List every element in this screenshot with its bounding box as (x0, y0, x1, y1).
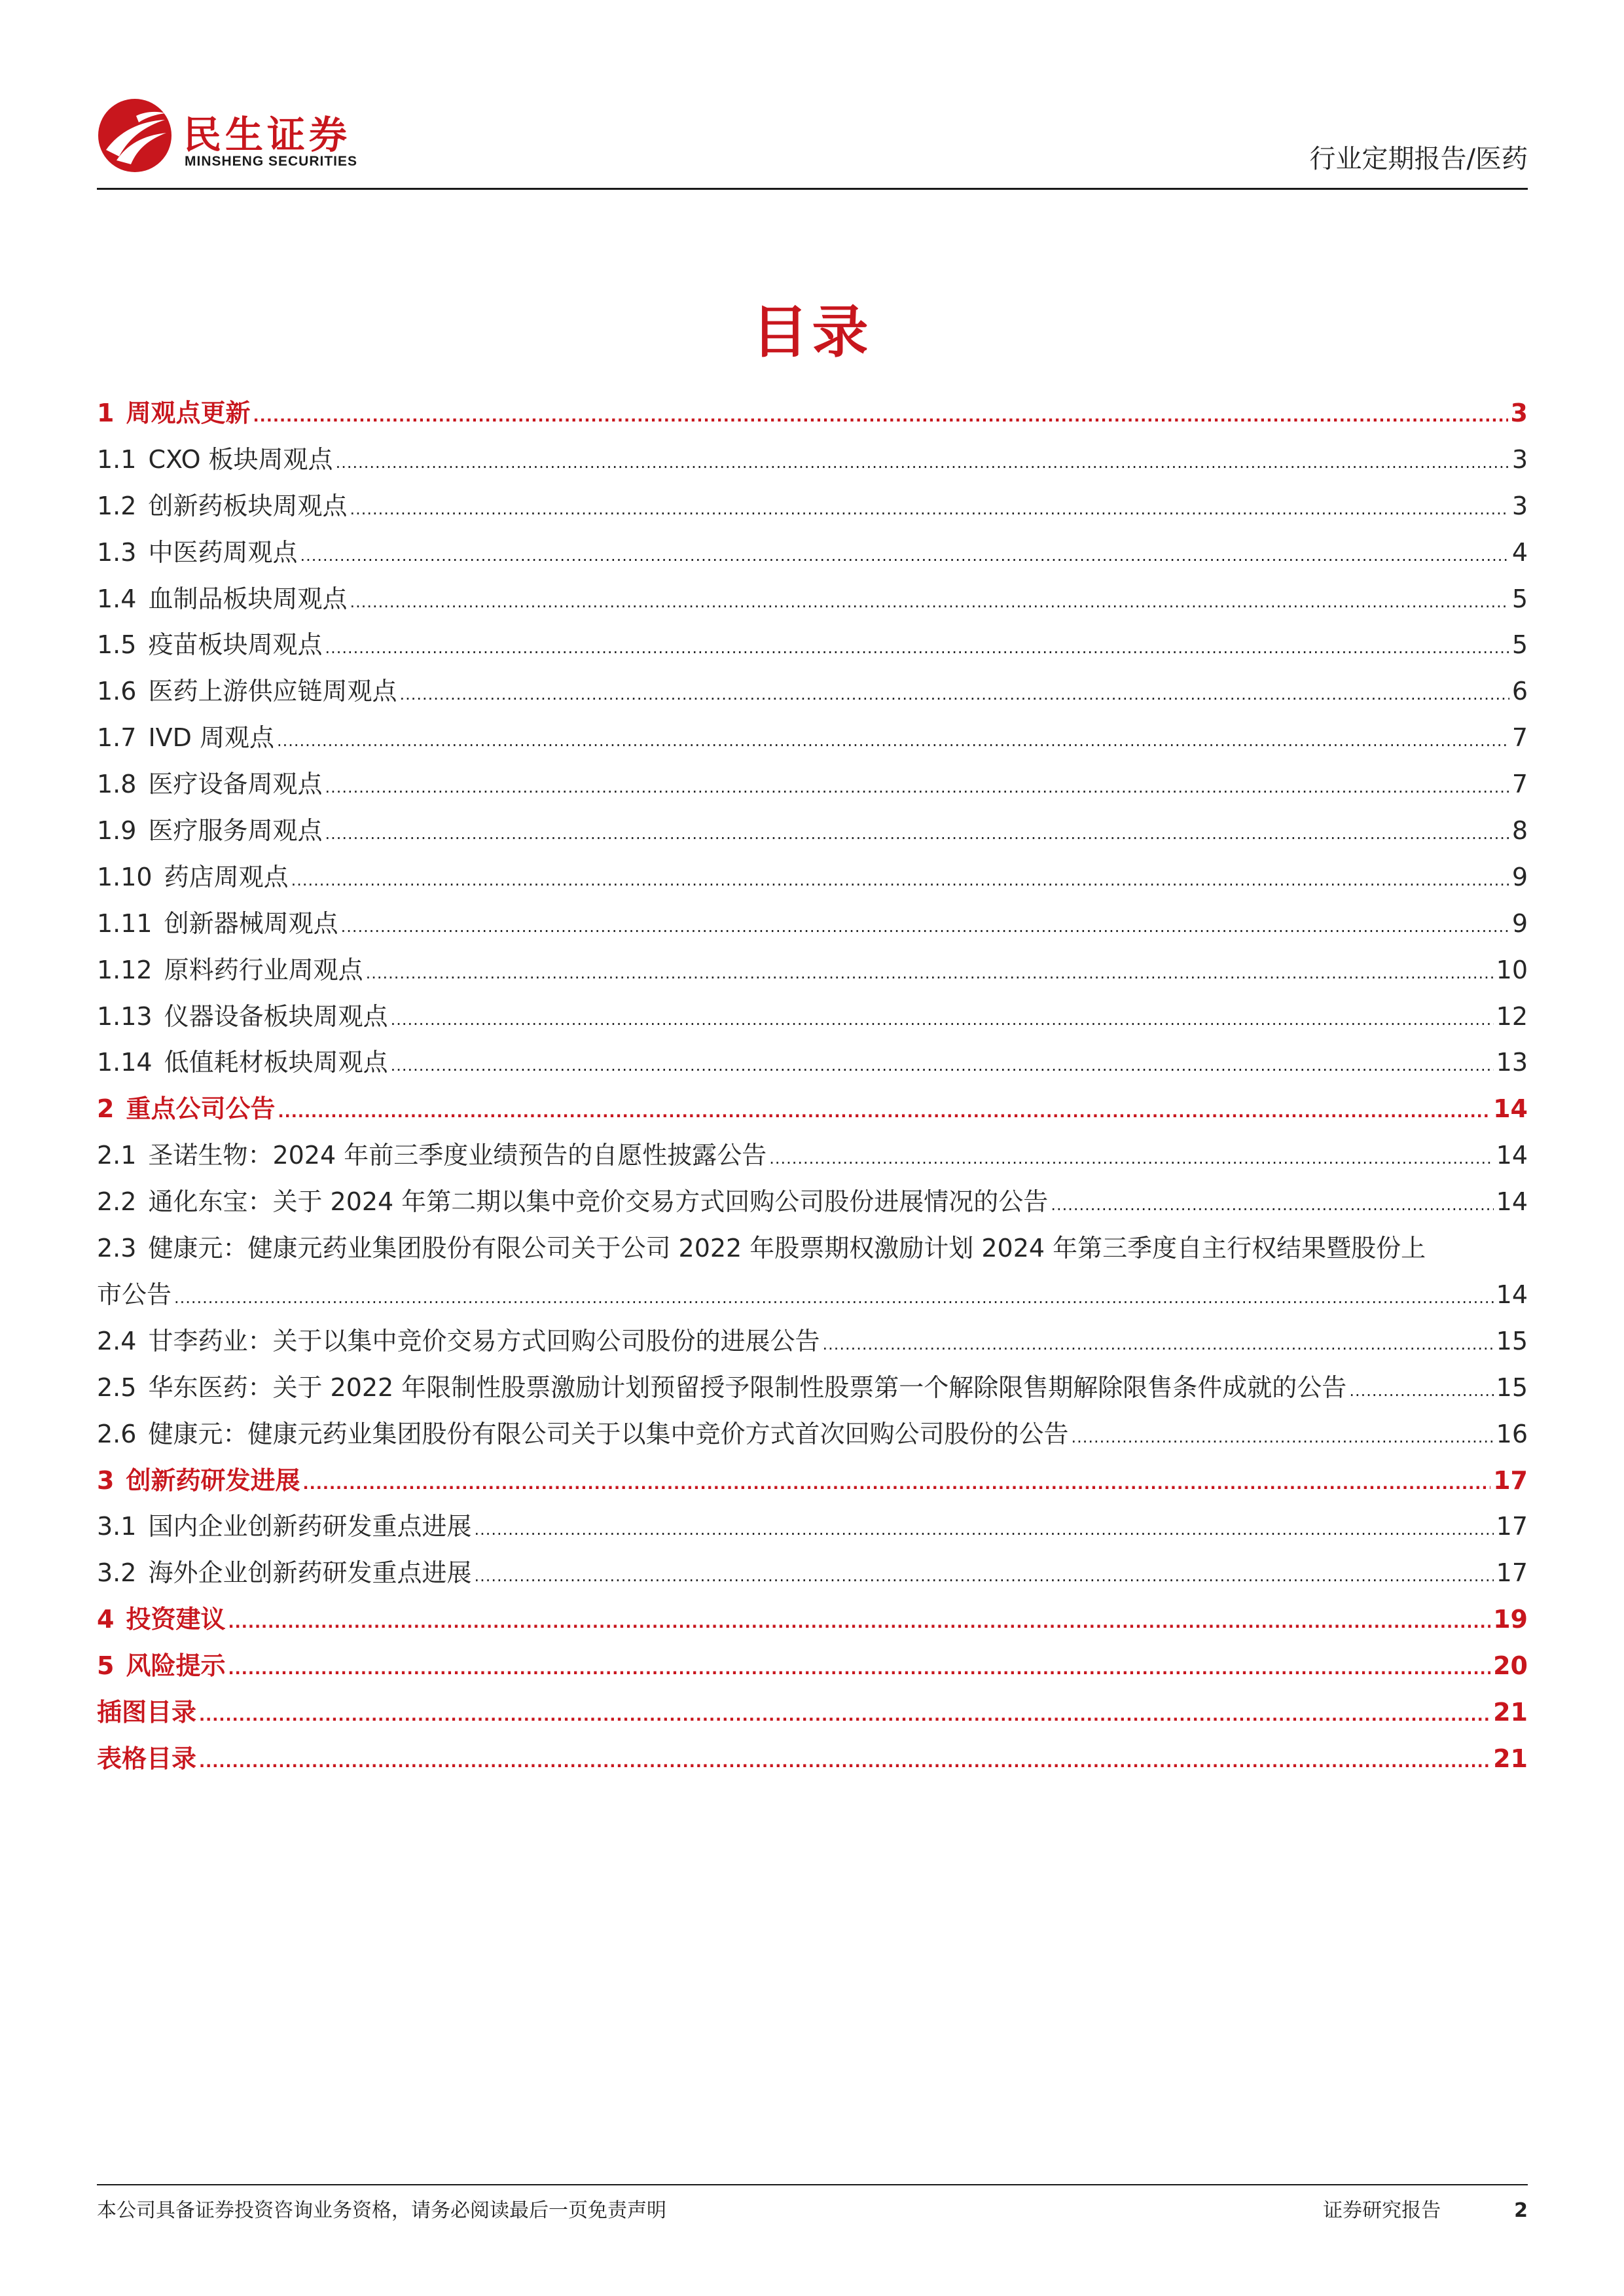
toc-entry-page: 17 (1493, 1465, 1528, 1495)
toc-entry-number: 1.9 (97, 816, 137, 846)
toc-entry-label: 医药上游供应链周观点 (148, 677, 397, 706)
toc-entry-label: 医疗服务周观点 (148, 816, 323, 846)
toc-entry-leader-line (97, 483, 1528, 529)
toc-leader-dots (291, 857, 1509, 904)
toc-leader-dots (302, 1461, 1490, 1507)
toc-entry-page: 9 (1511, 908, 1528, 938)
toc-leader-dots (769, 1136, 1493, 1182)
report-category: 行业定期报告/医药 (1309, 144, 1528, 174)
toc-entry[interactable] (97, 1689, 1528, 1736)
toc-entry-page: 19 (1493, 1605, 1528, 1634)
toc-leader-dots (325, 811, 1509, 857)
page-number: 2 (1514, 2199, 1528, 2222)
header-divider (97, 188, 1528, 190)
toc-entry-number: 5 (97, 1651, 115, 1681)
toc-entry-leader-line (97, 715, 1528, 761)
toc-entry-label: 低值耗材板块周观点 (164, 1048, 388, 1077)
toc-entry-label: 甘李药业：关于以集中竞价交易方式回购公司股份的进展公告 (148, 1326, 820, 1355)
toc-entry[interactable] (97, 390, 1528, 437)
toc-entry[interactable] (97, 1179, 1528, 1225)
toc-leader-dots (822, 1321, 1493, 1368)
toc-entry[interactable] (97, 1643, 1528, 1689)
toc-entry-page: 7 (1511, 723, 1528, 753)
toc-leader-dots (253, 393, 1507, 440)
toc-entry-number: 4 (97, 1605, 115, 1634)
toc-entry-page: 5 (1511, 630, 1528, 660)
toc-entry-number: 2.2 (97, 1187, 137, 1217)
toc-entry-leader-line (97, 1365, 1528, 1411)
toc-entry[interactable] (97, 576, 1528, 622)
toc-leader-dots (300, 533, 1509, 579)
toc-entry[interactable] (97, 808, 1528, 854)
toc-leader-dots (277, 718, 1509, 764)
toc-entry-page: 8 (1511, 816, 1528, 846)
toc-entry-number: 1.14 (97, 1048, 153, 1077)
toc-entry-label: 华东医药：关于 2022 年限制性股票激励计划预留授予限制性股票第一个解除限售期解除限售条件成就的公告 (148, 1372, 1347, 1402)
toc-entry-leader-line (97, 1689, 1528, 1736)
toc-entry[interactable] (97, 529, 1528, 576)
toc-entry-leader-line (97, 901, 1528, 947)
toc-entry-leader-line (97, 1411, 1528, 1458)
toc-entry[interactable] (97, 1086, 1528, 1132)
toc-entry-leader-line (97, 1503, 1528, 1550)
toc-entry-label: 原料药行业周观点 (164, 955, 363, 984)
toc-entry-page: 14 (1496, 1187, 1528, 1217)
toc-entry[interactable] (97, 1225, 1528, 1318)
toc-entry-number: 3.1 (97, 1512, 137, 1541)
toc-entry-leader-line (97, 808, 1528, 854)
toc-entry[interactable] (97, 1132, 1528, 1179)
toc-entry-number: 1.2 (97, 491, 137, 520)
toc-leader-dots (366, 950, 1494, 997)
toc-entry-page: 16 (1496, 1419, 1528, 1448)
toc-entry-page: 10 (1496, 955, 1528, 984)
toc-entry-label: CXO 板块周观点 (148, 444, 333, 474)
toc-entry-page: 15 (1496, 1372, 1528, 1402)
toc-entry-label: 中医药周观点 (148, 537, 298, 567)
toc-entry-page: 3 (1510, 399, 1528, 427)
toc-entry[interactable] (97, 761, 1528, 808)
toc-entry-page: 4 (1511, 537, 1528, 567)
toc-entry-number: 1.1 (97, 444, 137, 474)
toc-leader-dots (1071, 1414, 1493, 1461)
toc-entry-title-line (97, 1225, 1528, 1272)
toc-entry[interactable] (97, 1318, 1528, 1365)
toc-entry-leader-line (97, 529, 1528, 576)
toc-leader-dots (325, 764, 1509, 811)
toc-entry-leader-line (97, 1736, 1528, 1782)
toc-entry-label: 表格目录 (97, 1744, 197, 1773)
toc-entry-number: 1.7 (97, 723, 137, 753)
toc-entry[interactable] (97, 854, 1528, 901)
toc-entry-leader-line (97, 1318, 1528, 1365)
toc-entry-number: 3 (97, 1465, 115, 1495)
toc-entry-page: 14 (1493, 1094, 1528, 1124)
toc-entry-page: 13 (1496, 1048, 1528, 1077)
toc-entry-page: 7 (1511, 770, 1528, 799)
toc-entry-label: 医疗设备周观点 (148, 770, 323, 799)
toc-entry-number: 2.1 (97, 1141, 137, 1170)
toc-entry-label: 疫苗板块周观点 (148, 630, 323, 660)
toc-leader-dots (391, 1043, 1494, 1089)
toc-leader-dots (1349, 1368, 1493, 1414)
toc-entry-number: 1.6 (97, 677, 137, 706)
company-logo (97, 98, 398, 176)
footer-disclaimer: 本公司具备证券投资咨询业务资格，请务必阅读最后一页免责声明 (97, 2199, 666, 2222)
toc-leader-dots (336, 440, 1509, 486)
toc-entry-leader-line (97, 947, 1528, 994)
toc-entry-page: 12 (1496, 1001, 1528, 1031)
toc-entry-label: 国内企业创新药研发重点进展 (148, 1512, 472, 1541)
toc-entry[interactable] (97, 437, 1528, 483)
toc-entry-label: 投资建议 (126, 1605, 226, 1634)
toc-leader-dots (391, 997, 1494, 1043)
footer-divider (97, 2184, 1528, 2185)
toc-entry-leader-line (97, 1643, 1528, 1689)
toc-entry-number: 2.3 (97, 1234, 137, 1263)
toc-entry[interactable] (97, 1365, 1528, 1411)
toc-entry[interactable] (97, 1039, 1528, 1086)
toc-entry-page: 6 (1511, 677, 1528, 706)
toc-entry-leader-line (97, 761, 1528, 808)
toc-entry-page: 17 (1496, 1558, 1528, 1588)
toc-entry-number: 2.6 (97, 1419, 137, 1448)
toc-entry-label: 创新药板块周观点 (148, 491, 348, 520)
toc-leader-dots (278, 1089, 1490, 1136)
toc-entry-page: 3 (1511, 444, 1528, 474)
toc-entry-leader-line (97, 1086, 1528, 1132)
page-header (97, 88, 1528, 188)
toc-leader-dots (474, 1553, 1493, 1600)
toc-leader-dots (341, 904, 1509, 950)
toc-entry-leader-line (97, 1550, 1528, 1596)
toc-leader-dots (228, 1600, 1490, 1646)
toc-entry-leader-line (97, 1179, 1528, 1225)
toc-entry-label: 风险提示 (126, 1651, 226, 1681)
toc-leader-dots (199, 1739, 1490, 1785)
toc-entry[interactable] (97, 715, 1528, 761)
toc-entry[interactable] (97, 622, 1528, 668)
toc-entry-number: 1.3 (97, 537, 137, 567)
footer-report-type: 证券研究报告 (1323, 2199, 1441, 2222)
toc-entry-label: 药店周观点 (164, 862, 289, 891)
toc-entry-label: 周观点更新 (126, 399, 251, 427)
toc-entry-number: 1.4 (97, 584, 137, 613)
toc-entry-label: 重点公司公告 (126, 1094, 276, 1124)
toc-entry-label: 健康元：健康元药业集团股份有限公司关于以集中竞价方式首次回购公司股份的公告 (148, 1419, 1069, 1448)
toc-entry-number: 1.12 (97, 955, 153, 984)
toc-leader-dots (350, 486, 1509, 533)
footer-right (1323, 2194, 1528, 2223)
toc-entry-leader-line (97, 1132, 1528, 1179)
toc-entry-page: 15 (1496, 1326, 1528, 1355)
toc-entry-page: 14 (1496, 1141, 1528, 1170)
toc-entry-leader-line (97, 994, 1528, 1040)
toc-leader-dots (199, 1693, 1490, 1739)
toc-entry-number: 2.5 (97, 1372, 137, 1402)
toc-entry[interactable] (97, 483, 1528, 529)
toc-leader-dots (228, 1646, 1490, 1693)
toc-entry[interactable] (97, 668, 1528, 715)
toc-entry-page: 21 (1493, 1697, 1528, 1727)
minsheng-logo-icon (97, 98, 173, 173)
toc-entry-number: 1.5 (97, 630, 137, 660)
toc-entry-label: 圣诺生物：2024 年前三季度业绩预告的自愿性披露公告 (148, 1141, 767, 1170)
toc-entry-leader-line (97, 1458, 1528, 1504)
toc-entry-leader-line (97, 390, 1528, 437)
logo-english-name: MINSHENG SECURITIES (185, 154, 358, 169)
toc-entry-number: 1.10 (97, 862, 153, 891)
toc-entry-label: 血制品板块周观点 (148, 584, 348, 613)
toc-leader-dots (399, 672, 1509, 718)
toc-entry-leader-line (97, 668, 1528, 715)
table-of-contents (97, 390, 1528, 1782)
toc-entry-number: 2.4 (97, 1326, 137, 1355)
toc-entry-label: IVD 周观点 (148, 723, 274, 753)
toc-entry[interactable] (97, 947, 1528, 994)
toc-entry[interactable] (97, 994, 1528, 1040)
toc-entry[interactable] (97, 1503, 1528, 1550)
toc-entry-leader-line (97, 1039, 1528, 1086)
toc-entry-label: 海外企业创新药研发重点进展 (148, 1558, 472, 1588)
toc-leader-dots (474, 1507, 1493, 1553)
toc-entry-label-continued: 市公告 (97, 1280, 172, 1309)
toc-entry-number: 1.11 (97, 908, 153, 938)
toc-entry-number: 1 (97, 399, 115, 427)
toc-entry-number: 3.2 (97, 1558, 137, 1588)
toc-entry[interactable] (97, 1458, 1528, 1504)
toc-entry-label: 仪器设备板块周观点 (164, 1001, 388, 1031)
toc-entry-page: 9 (1511, 862, 1528, 891)
toc-leader-dots (350, 579, 1509, 626)
toc-entry-page: 14 (1496, 1280, 1528, 1309)
page-title: 目录 (751, 300, 873, 365)
toc-entry-label: 健康元：健康元药业集团股份有限公司关于公司 2022 年股票期权激励计划 2024 年第三季度自主行权结果暨股份上 (148, 1234, 1426, 1263)
toc-leader-dots (1051, 1182, 1493, 1229)
logo-chinese-name: 民生证券 (183, 113, 352, 157)
toc-leader-dots (325, 625, 1509, 672)
toc-entry-label: 创新药研发进展 (126, 1465, 300, 1495)
toc-entry-page: 17 (1496, 1512, 1528, 1541)
toc-entry[interactable] (97, 1736, 1528, 1782)
toc-entry-leader-line (97, 854, 1528, 901)
toc-entry-leader-line (97, 437, 1528, 483)
toc-entry-label: 通化东宝：关于 2024 年第二期以集中竞价交易方式回购公司股份进展情况的公告 (148, 1187, 1049, 1217)
toc-entry-number: 2 (97, 1094, 115, 1124)
toc-entry-leader-line (97, 1272, 1528, 1318)
toc-entry-number: 1.13 (97, 1001, 153, 1031)
toc-entry[interactable] (97, 1550, 1528, 1596)
toc-entry-page: 5 (1511, 584, 1528, 613)
toc-entry-leader-line (97, 576, 1528, 622)
toc-entry-page: 3 (1511, 491, 1528, 520)
toc-entry-label: 创新器械周观点 (164, 908, 338, 938)
toc-entry-page: 21 (1493, 1744, 1528, 1773)
toc-entry[interactable] (97, 901, 1528, 947)
toc-entry-leader-line (97, 622, 1528, 668)
toc-entry-leader-line (97, 1596, 1528, 1643)
toc-entry-number: 1.8 (97, 770, 137, 799)
toc-leader-dots (174, 1275, 1494, 1321)
toc-entry-page: 20 (1493, 1651, 1528, 1681)
toc-entry[interactable] (97, 1411, 1528, 1458)
toc-entry[interactable] (97, 1596, 1528, 1643)
toc-entry-label: 插图目录 (97, 1697, 197, 1727)
